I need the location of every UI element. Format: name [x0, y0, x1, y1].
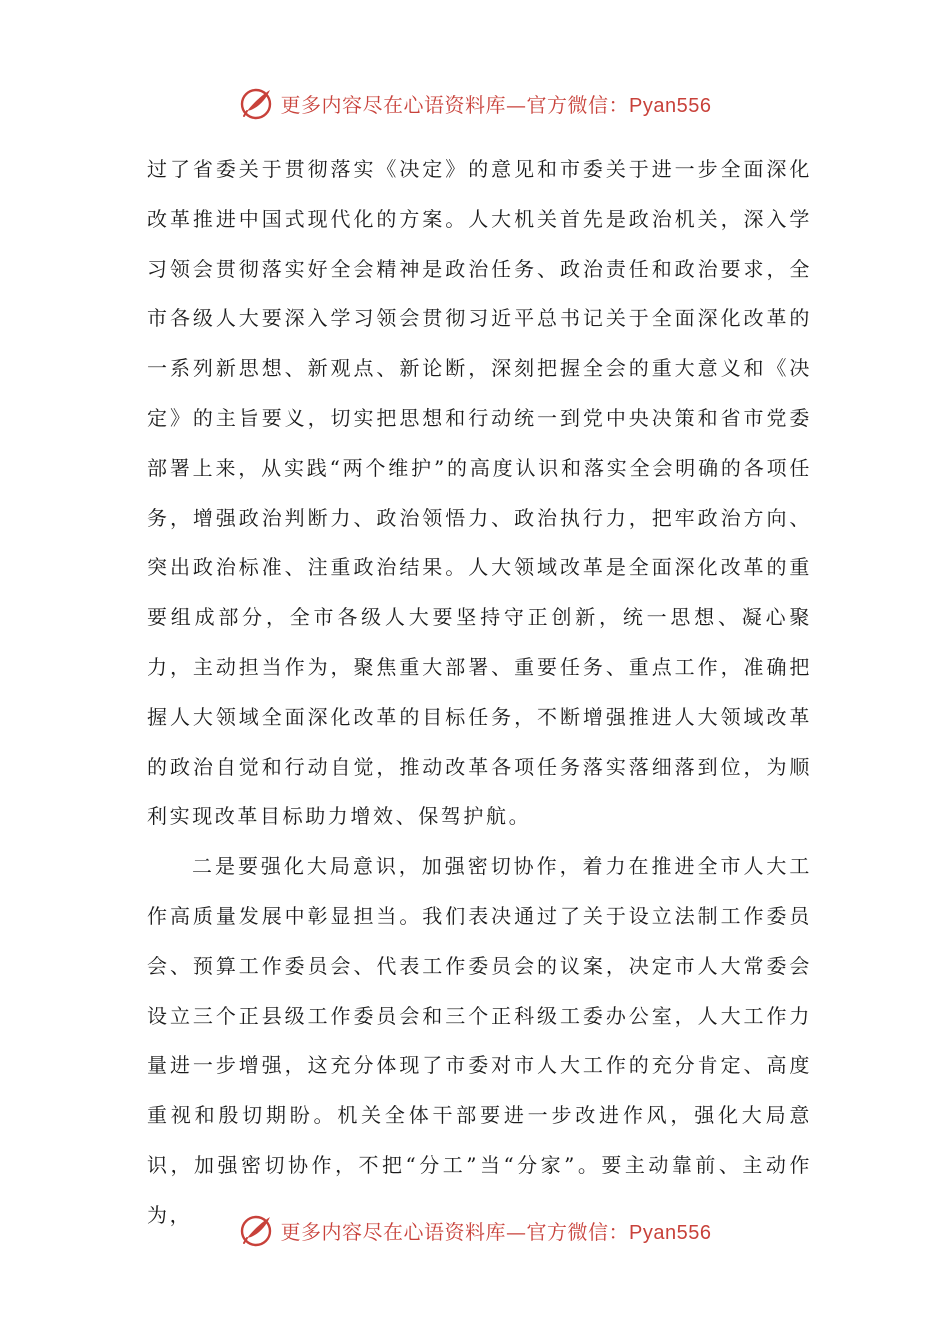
quill-logo-icon: [239, 85, 275, 121]
paragraph-point-two: 二是要强化大局意识，加强密切协作，着力在推进全市人大工作高质量发展中彰显担当。我们表决通过了关于设立法制工作委员会、预算工作委员会、代表工作委员会的议案，决定市人大常委会设立三个正县级工作委员会和三个正科级工委办公室，人大工作力量进一步增强，这充分体现了市委对市人大工作的充分肯定、高度重视和殷切期盼。机关全体干部要进一步改进作风，强化大局意识，加强密切协作，不把“分工”当“分家”。要主动靠前、主动作为，: [147, 854, 812, 1227]
banner-text: 更多内容尽在心语资料库—官方微信：Pyan556: [280, 1219, 712, 1244]
banner-text: 更多内容尽在心语资料库—官方微信：Pyan556: [280, 92, 712, 117]
document-body: [147, 145, 812, 1241]
quill-logo-icon: [239, 1212, 275, 1248]
header-banner: [0, 83, 950, 123]
footer-banner: [0, 1210, 950, 1250]
paragraph-continuation: 过了省委关于贯彻落实《决定》的意见和市委关于进一步全面深化改革推进中国式现代化的方案。人大机关首先是政治机关，深入学习领会贯彻落实好全会精神是政治任务、政治责任和政治要求，全市各级人大要深入学习领会贯彻习近平总书记关于全面深化改革的一系列新思想、新观点、新论断，深刻把握全会的重大意义和《决定》的主旨要义，切实把思想和行动统一到党中央决策和省市党委部署上来，从实践“两个维护”的高度认识和落实全会明确的各项任务，增强政治判断力、政治领悟力、政治执行力，把牢政治方向、突出政治标准、注重政治结果。人大领域改革是全面深化改革的重要组成部分，全市各级人大要坚持守正创新，统一思想、凝心聚力，主动担当作为，聚焦重大部署、重要任务、重点工作，准确把握人大领域全面深化改革的目标任务，不断增强推进人大领域改革的政治自觉和行动自觉，推动改革各项任务落实落细落到位，为顺利实现改革目标助力增效、保驾护航。: [147, 157, 812, 829]
wechat-id: Pyan556: [629, 1221, 712, 1244]
wechat-id: Pyan556: [629, 94, 712, 117]
